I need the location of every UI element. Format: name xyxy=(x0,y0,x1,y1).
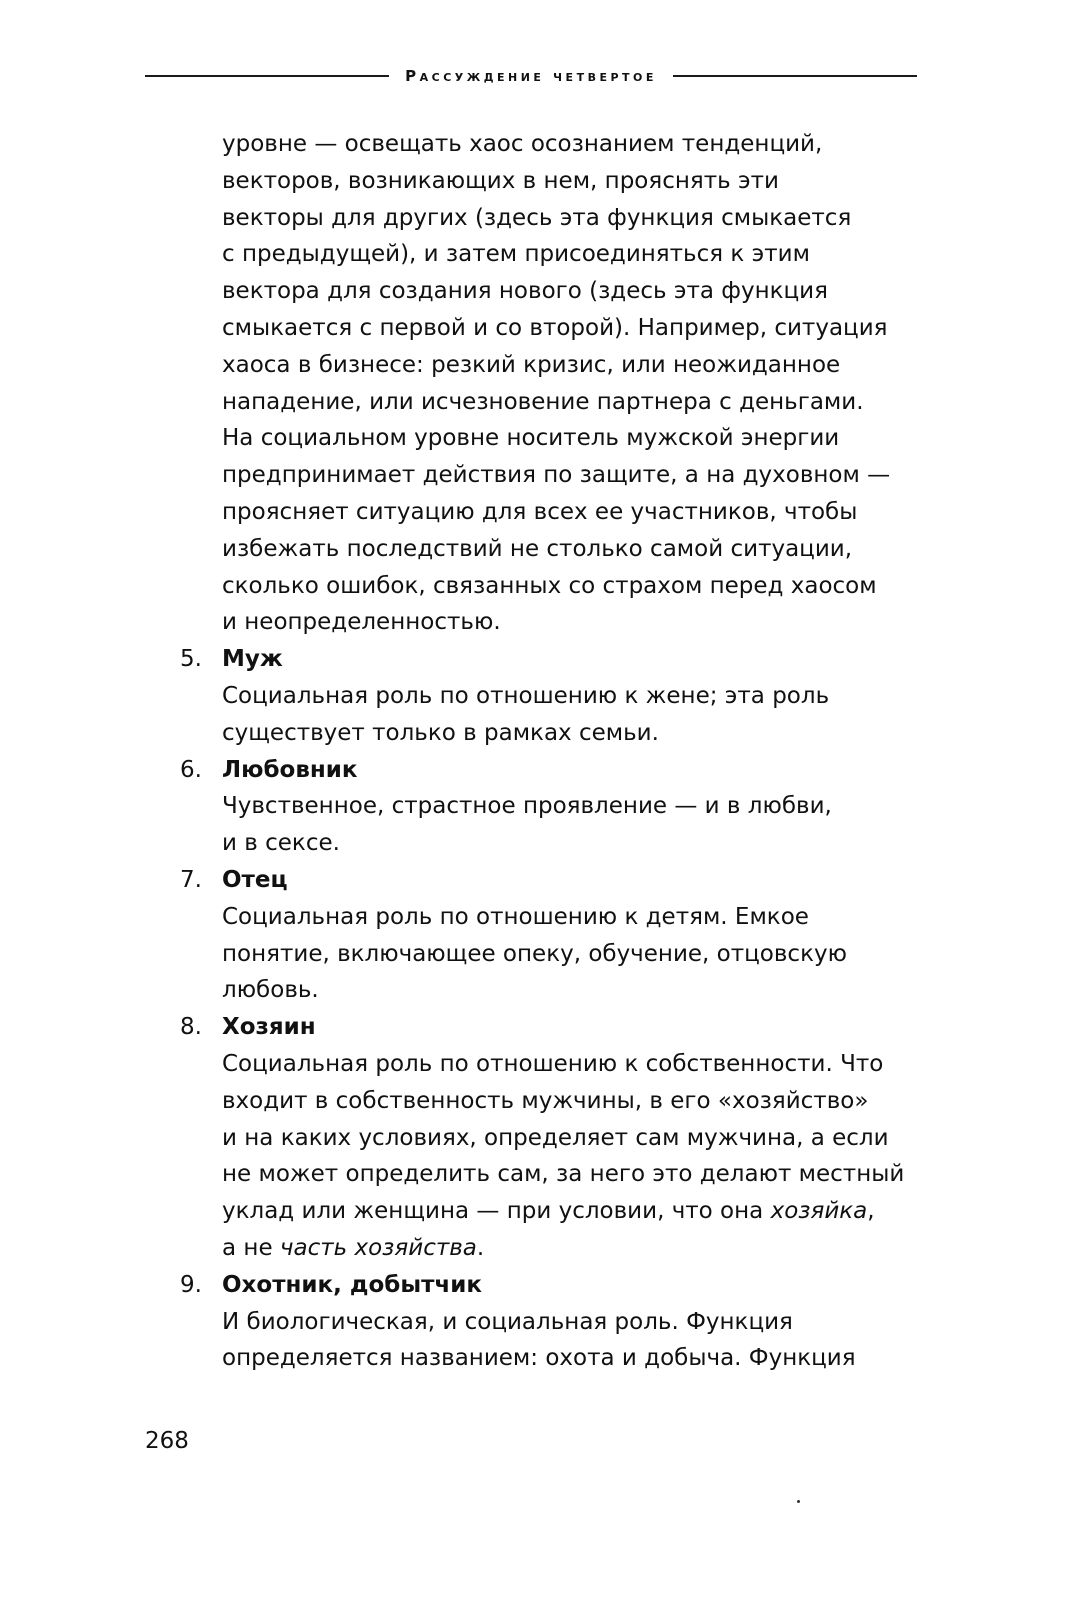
list-item-italic-term: часть хозяйства xyxy=(279,1234,477,1261)
list-item-title: Муж xyxy=(222,646,283,673)
list-item-text-part: . xyxy=(476,1234,485,1261)
list-item-title: Хозяин xyxy=(222,1014,316,1041)
list-item-title: Любовник xyxy=(222,756,358,783)
list-item-number: 5. xyxy=(180,646,202,673)
list-item-title: Отец xyxy=(222,866,288,893)
list-item-text xyxy=(222,1046,920,1267)
header-rule-right xyxy=(673,75,917,77)
list-item-text-part: Социальная роль по отношению к собственности. Что входит в собственность мужчины, в его «хозяйство» и на каких условиях, определяет сам мужчина, а если не может определить сам, за него это делают местный уклад или женщина — при условии, что она xyxy=(222,1050,905,1225)
running-header xyxy=(145,62,917,90)
list-item-7 xyxy=(180,862,920,1009)
list-item-8 xyxy=(180,1009,920,1267)
page-number: 268 xyxy=(145,1428,189,1454)
list-item-italic-term: хозяйка xyxy=(770,1198,868,1225)
list-item-text: Социальная роль по отношению к детям. Емкое понятие, включающее опеку, обучение, отцовскую любовь. xyxy=(222,903,847,1004)
list-item-title: Охотник, добытчик xyxy=(222,1271,482,1298)
list-item-number: 6. xyxy=(180,756,202,783)
list-item-5 xyxy=(180,641,920,751)
running-header-title: Рассуждение четвертое xyxy=(405,67,657,85)
header-rule-left xyxy=(145,75,389,77)
list-item-number: 7. xyxy=(180,866,202,893)
print-speck xyxy=(797,1500,800,1503)
list-item-text: Чувственное, страстное проявление — и в любви, и в сексе. xyxy=(222,793,832,857)
intro-paragraph: уровне — освещать хаос осознанием тенденций, векторов, возникающих в нем, прояснять эти векторы для других (здесь эта функция смыкается с предыдущей), и затем присоединяться к этим вектора для создания нового (здесь эта функция смыкается с первой и со второй). Например, ситуация хаоса в бизнесе: резкий кризис, или неожиданное нападение, или исчезновение партнера с деньгами. На социальном уровне носитель мужской энергии предпринимает действия по защите, а на духовном — проясняет ситуацию для всех ее участников, чтобы избежать последствий не столько самой ситуации, сколько ошибок, связанных со страхом перед хаосом и неопределенностью. xyxy=(222,131,891,636)
list-item-number: 8. xyxy=(180,1014,202,1041)
list-item-text-part: , а не xyxy=(222,1198,875,1261)
list-item-9 xyxy=(180,1267,920,1377)
list-item-6 xyxy=(180,752,920,862)
list-item-text: Социальная роль по отношению к жене; эта роль существует только в рамках семьи. xyxy=(222,682,830,746)
list-item-number: 9. xyxy=(180,1271,202,1298)
page-body xyxy=(180,126,920,1377)
list-item-text: И биологическая, и социальная роль. Функция определяется названием: охота и добыча. Функция xyxy=(222,1308,856,1372)
